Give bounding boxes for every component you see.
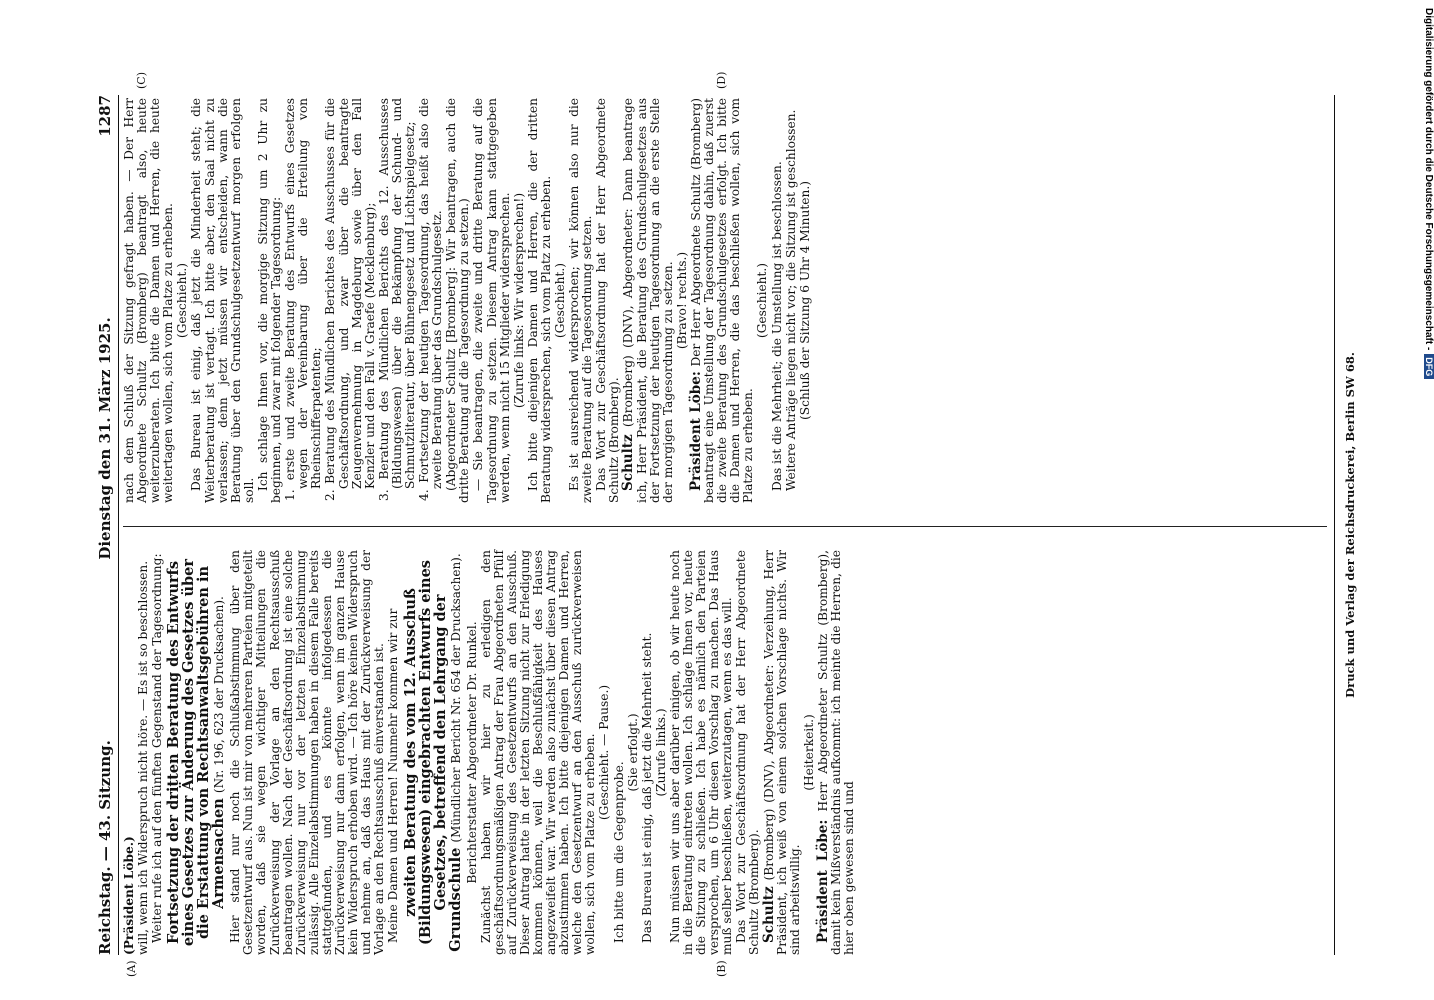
paragraph: Es ist ausreichend widersprochen; wir können also nur die zweite Beratung auf die Tagesordnung setzen. [567,98,595,503]
session-end: (Schluß der Sitzung 6 Uhr 4 Minuten.) [797,181,812,420]
speech-paragraph: Präsident Löbe: Der Herr Abgeordnete Schultz (Bromberg) beantragt eine Umstellung der Tagesordnung dahin, daß zuerst die zweite Beratung des Grundschulgesetzes erfolgt. Ich bitte die Damen und Herren, die das beschließen wollen, sich vom Platze zu erheben. [687,98,756,503]
digitization-credit [1420,8,1434,388]
paragraph: Zunächst haben wir hier zu erledigen den geschäftsordnungsmäßigen Antrag der Frau Abgeordneten Pfülf auf Zurückverweisung des Gesetzentwurfs an den Ausschuß. Dieser Antrag hatte in der letzten Sitzung nicht zur Erledigung kommen können, weil die Beschlußfähigkeit des Hauses angezweifelt war. Wir werden also zunächst über diesen Antrag abzustimmen haben. Ich bitte diejenigen Damen und Herren, welche den Gesetzentwurf an den Ausschuß zurückverweisen wollen, sich vom Platze zu erheben. [478,550,598,955]
speech-paragraph: Schultz (Bromberg) (DNV), Abgeordneter: Dann beantrage ich, Herr Präsident, die Beratung des Grundschulgesetzes aus der Fortsetzung der heutigen Tagesordnung an die erste Stelle der morgigen Tagesordnung zu setzen. [620,98,675,503]
paragraph: Nun müssen wir uns aber darüber einigen, ob wir heute noch in die Beratung eintreten wollen. Ich schlage Ihnen vor, heute die Sitzung zu schließen. Ich habe es nämlich den Parteien versprochen, um 6 Uhr diesen Vorschlag zu machen. Das Haus muß selber beschließen, weiterzutagen, wenn es das will. [667,550,735,955]
paragraph: will, wenn ich Widerspruch nicht höre. — Es ist so beschlossen. [136,560,151,955]
stage-direction: (Sie erfolgt.) [625,713,640,792]
paragraph: Das Bureau ist einig, daß jetzt die Mehrheit steht. [639,632,654,943]
paragraph: Weitere Anträge liegen nicht vor; die Sitzung ist geschlossen. [783,109,798,491]
stage-direction: (Geschieht.) [755,262,770,339]
paragraph: Weiter rufe ich auf den fünften Gegenstand der Tagesordnung: [150,553,165,943]
document-sheet [95,71,1375,977]
speaker-label: (Präsident Löbe.) [122,836,136,955]
left-column [123,550,857,955]
agenda-heading: Fortsetzung der dritten Beratung des Entwurfs eines Gesetzes zur Änderung des Gesetzes über die Erstattung von Rechtsanwaltsgebühren in Armensachen (Nr. 196, 623 der Drucksachen). [165,558,228,947]
header-rule [118,95,119,955]
column-divider [123,526,1327,527]
speaker-name: Präsident Löbe: [814,819,831,943]
page-number: 1287 [96,95,115,137]
margin-mark-b: (B) [715,960,728,977]
header-left: Reichstag. — 43. Sitzung. [96,740,115,955]
speaker-name: Präsident Löbe: [687,371,704,491]
agenda-heading: zweiten Beratung des vom 12. Ausschuß (Bildungswesen) eingebrachten Entwurfs eines Gesetzes, betreffend den Lehrgang der Grundschule (Mündlicher Bericht Nr. 654 der Drucksachen). [401,553,464,952]
paragraph: Ich bitte diejenigen Damen und Herren, die der dritten Beratung widersprechen, sich vom Platz zu erheben. [525,98,553,503]
agenda-item: 1. erste und zweite Beratung des Entwurfs eines Gesetzes wegen der Vereinbarung über die Erteilung von Rheinschifferpatenten; [283,98,324,501]
rapporteur-line: Berichterstatter Abgeordneter Dr. Runkel. [464,621,479,884]
stage-direction: (Zurufe links.) [653,708,668,797]
stage-direction: (Bravo! rechts.) [674,251,689,350]
margin-mark-d: (D) [715,71,728,89]
stage-direction: (Zurufe links: Wir widersprechen!) [511,192,526,409]
agenda-item: 2. Beratung des Mündlichen Berichtes des Ausschusses für die Geschäftsordnung, und zwar über die beantragte Zeugenvernehmung in Magdeburg sowie über den Fall Kenzler und den Fall v. Graefe (Mecklenburg); [323,98,377,501]
dfg-logo: DFG [1424,354,1434,379]
stage-direction: (Heiterkeit.) [801,714,816,791]
paragraph: Ich schlage Ihnen vor, die morgige Sitzung um 2 Uhr zu beginnen, und zwar mit folgender Tagesordnung: [255,98,284,503]
stage-direction: (Geschieht. — Pause.) [597,684,612,821]
paragraph: Ich bitte um die Gegenprobe. [611,761,626,943]
agenda-list [283,98,445,501]
margin-mark-a: (A) [125,960,138,977]
speech-paragraph: Präsident Löbe: Herr Abgeordneter Schultz (Bromberg), damit kein Mißverständnis aufkommt: ich meinte die Herren, die hier oben gewesen sind und [814,549,857,955]
paragraph: — Sie beantragen, die zweite und dritte Beratung auf die Tagesordnung zu setzen. Diesem Antrag kann stattgegeben werden, wenn nicht 15 Mitglieder widersprechen. [471,98,512,503]
rotated-page [95,71,1375,977]
speech-paragraph: Schultz (Bromberg) (DNV), Abgeordneter: Verzeihung, Herr Präsident, ich weiß von einem solchen Vorschlage nichts. Wir sind arbeitswillig. [760,550,802,955]
margin-mark-c: (C) [135,72,148,89]
credit-text: Digitalisierung gefördert durch die Deutsche Forschungsgemeinschaft - [1423,8,1434,351]
speaker-name: Schultz [620,434,637,491]
header-date: Dienstag den 31. März 1925. [96,317,115,560]
paragraph: Hier stand nur noch die Schlußabstimmung über den Gesetzentwurf aus. Nun ist mir von mehreren Parteien mitgeteilt worden, daß sie wegen wichtiger Mitteilungen die Zurückverweisung der Vorlage an den Rechtsausschuß beantragen wollen. Nach der Geschäftsordnung ist eine solche Zurückverweisung nur vor der letzten Einzelabstimmung zulässig. Alle Einzelabstimmungen haben in diesem Falle bereits stattgefunden, und es könnte infolgedessen die Zurückverweisung nur dann erfolgen, wenn im ganzen Hause kein Widerspruch erhoben wird. — Ich höre keinen Widerspruch und nehme an, daß das Haus mit der Zurückverweisung der Vorlage an den Rechtsausschuß einverstanden ist. [228,550,387,955]
paragraph: Meine Damen und Herren! Nunmehr kommen wir zur [386,608,401,943]
paragraph: nach dem Schluß der Sitzung gefragt haben. — Der Herr Abgeordnete Schultz (Bromberg) beantragt also, heute weiterzuberaten. Ich bitte die Damen und Herren, die heute weitertagen wollen, sich vom Platze zu erheben. [122,98,176,503]
document-reference: (Nr. 196, 623 der Drucksachen). [212,596,227,794]
paragraph: Das Bureau ist einig, daß jetzt die Minderheit steht; die Weiterberatung ist vertagt. Ich bitte aber, den Saal nicht zu verlassen; denn jetzt müssen wir entscheiden, wann die Beratung über den Grundschulgesetzentwurf morgen erfolgen soll. [189,98,256,503]
footer-rule [1334,95,1335,955]
speaker-name: Schultz [760,886,777,943]
document-reference: (Mündlicher Bericht Nr. 654 der Drucksachen). [448,553,463,843]
page-header [95,95,117,955]
paragraph: Das Wort zur Geschäftsordnung hat der Herr Abgeordnete Schultz (Bromberg). [594,98,622,503]
stage-direction: (Geschieht.) [175,262,190,339]
agenda-item: 3. Beratung des Mündlichen Berichts des 12. Ausschusses (Bildungswesen) über die Bekämpfung der Schund- und Schmutzliteratur, über Bühnengesetz und Lichtspielgesetz; [376,98,417,501]
stage-direction: (Geschieht.) [553,262,567,339]
printer-imprint: Druck und Verlag der Reichsdruckerei, Berlin SW 68. [1342,352,1357,698]
agenda-item: 4. Fortsetzung der heutigen Tagesordnung, das heißt also die zweite Beratung über das Grundschulgesetz. [417,98,445,501]
paragraph: Das Wort zur Geschäftsordnung hat der Herr Abgeordnete Schultz (Bromberg). [734,550,762,955]
paragraph: Das ist die Mehrheit; die Umstellung ist beschlossen. [769,161,784,491]
right-column [123,98,813,503]
interjection: (Abgeordneter Schultz [Bromberg]: Wir beantragen, auch die dritte Beratung auf die Tagesordnung zu setzen.) [444,98,472,503]
